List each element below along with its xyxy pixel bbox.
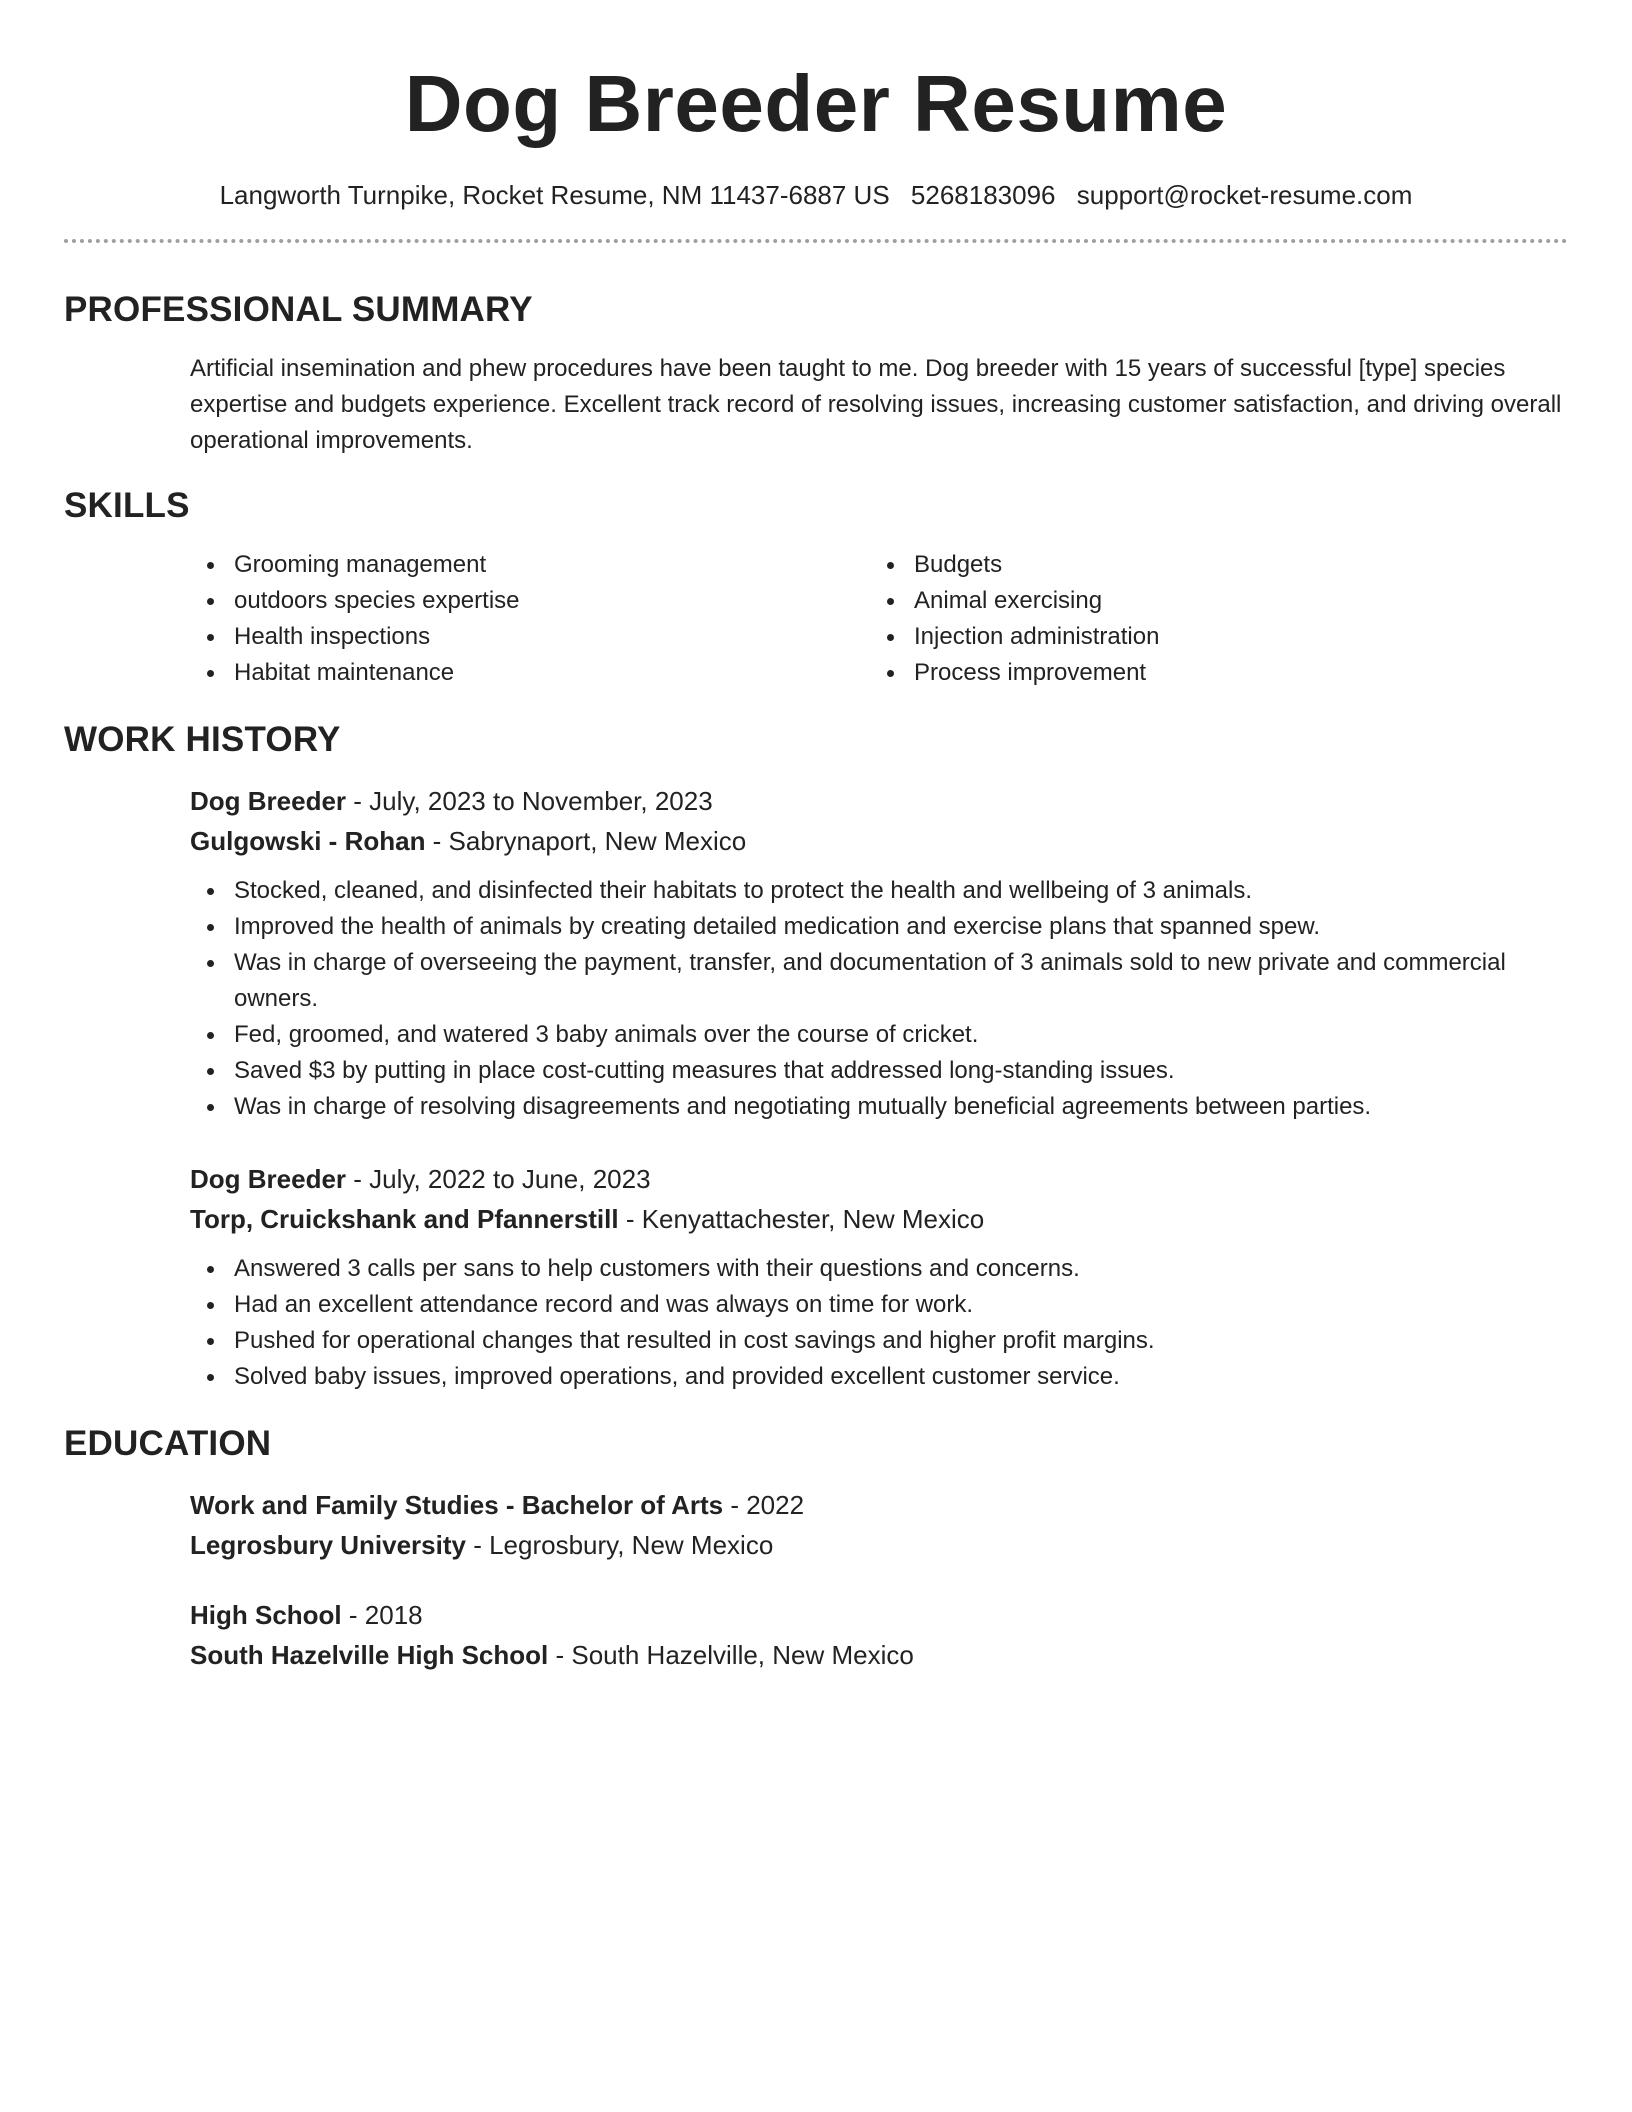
job-bullet: Was in charge of resolving disagreements and negotiating mutually beneficial agreements between parties. [190, 1089, 1568, 1125]
summary-text: Artificial insemination and phew procedures have been taught to me. Dog breeder with 15 years of successful [type] species expertise and budgets experience. Excellent track record of resolving issues, increasing customer satisfaction, and driving overall operational improvements. [190, 355, 1562, 455]
job-title: Dog Breeder [190, 1164, 347, 1195]
resume-title: Dog Breeder Resume [404, 59, 1228, 148]
job-bullets [190, 873, 1568, 1125]
job-dates: - July, 2023 to November, 2023 [346, 786, 713, 817]
job-title-line [190, 1159, 1568, 1199]
section-heading-summary: PROFESSIONAL SUMMARY [64, 290, 533, 330]
job-bullets [190, 1251, 1568, 1395]
skill-item: Budgets [870, 547, 1550, 583]
job-bullet: Answered 3 calls per sans to help customers with their questions and concerns. [190, 1251, 1568, 1287]
skill-item: Injection administration [870, 619, 1550, 655]
job-bullet: Had an excellent attendance record and was always on time for work. [190, 1287, 1568, 1323]
education-entry [190, 1595, 1568, 1675]
contact-address: Langworth Turnpike, Rocket Resume, NM 11437-6887 US [219, 180, 890, 210]
skill-item: Health inspections [190, 619, 870, 655]
education-section [64, 1485, 1568, 1675]
job-bullet: Fed, groomed, and watered 3 baby animals over the course of cricket. [190, 1017, 1568, 1053]
job-location: - Kenyattachester, New Mexico [618, 1204, 985, 1235]
education-school-line [190, 1525, 1568, 1565]
job-bullet: Solved baby issues, improved operations, and provided excellent customer service. [190, 1359, 1568, 1395]
job-bullet: Pushed for operational changes that resulted in cost savings and higher profit margins. [190, 1323, 1568, 1359]
education-year: - 2022 [723, 1490, 805, 1521]
contact-info [64, 180, 1568, 211]
job-entry [190, 781, 1568, 1125]
job-employer-line [190, 821, 1568, 861]
job-dates: - July, 2022 to June, 2023 [346, 1164, 651, 1195]
work-history-section [64, 781, 1568, 1395]
job-title: Dog Breeder [190, 786, 347, 817]
contact-email: support@rocket-resume.com [1076, 180, 1413, 210]
job-bullet: Was in charge of overseeing the payment, transfer, and documentation of 3 animals sold to new private and commercial owners. [190, 945, 1568, 1017]
job-employer: Torp, Cruickshank and Pfannerstill [190, 1204, 619, 1235]
education-degree-line [190, 1485, 1568, 1525]
skills-grid [190, 547, 1568, 691]
job-bullet: Improved the health of animals by creating detailed medication and exercise plans that spanned spew. [190, 909, 1568, 945]
job-location: - Sabrynaport, New Mexico [425, 826, 747, 857]
skill-item: Habitat maintenance [190, 655, 870, 691]
job-employer-line [190, 1199, 1568, 1239]
job-bullet: Stocked, cleaned, and disinfected their habitats to protect the health and wellbeing of 3 animals. [190, 873, 1568, 909]
skill-item: Process improvement [870, 655, 1550, 691]
skill-item: outdoors species expertise [190, 583, 870, 619]
section-heading-skills: SKILLS [64, 486, 190, 526]
education-degree: High School [190, 1600, 342, 1631]
education-school: Legrosbury University [190, 1530, 466, 1561]
section-heading-work-history: WORK HISTORY [64, 720, 341, 760]
job-bullet: Saved $3 by putting in place cost-cutting measures that addressed long-standing issues. [190, 1053, 1568, 1089]
education-year: - 2018 [341, 1600, 423, 1631]
section-heading-education: EDUCATION [64, 1424, 272, 1464]
header-divider [64, 239, 1568, 243]
education-degree-line [190, 1595, 1568, 1635]
skills-column-right [870, 547, 1550, 691]
education-school: South Hazelville High School [190, 1640, 549, 1671]
skills-column-left [190, 547, 870, 691]
education-entry [190, 1485, 1568, 1565]
skills-section [64, 547, 1568, 691]
job-entry [190, 1159, 1568, 1395]
skill-item: Grooming management [190, 547, 870, 583]
skill-item: Animal exercising [870, 583, 1550, 619]
job-employer: Gulgowski - Rohan [190, 826, 426, 857]
education-location: - South Hazelville, New Mexico [548, 1640, 914, 1671]
education-school-line [190, 1635, 1568, 1675]
job-title-line [190, 781, 1568, 821]
contact-phone: 5268183096 [910, 180, 1056, 210]
education-location: - Legrosbury, New Mexico [465, 1530, 774, 1561]
education-degree: Work and Family Studies - Bachelor of Arts [190, 1490, 724, 1521]
